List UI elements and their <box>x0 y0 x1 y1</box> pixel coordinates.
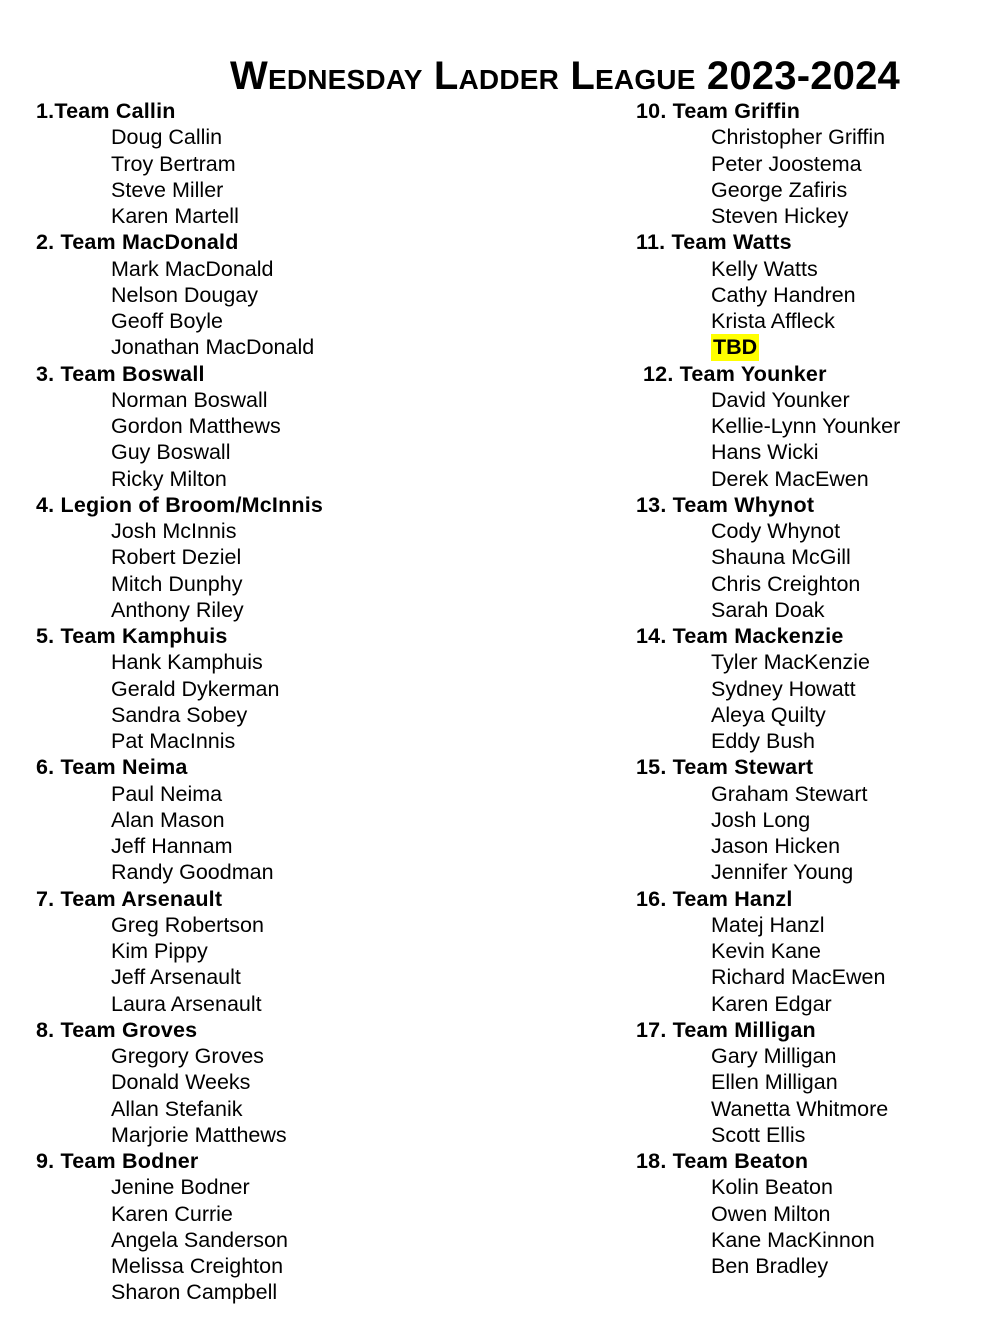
member-name <box>36 676 596 702</box>
member-name <box>636 807 996 833</box>
member-name <box>636 991 996 1017</box>
member-name <box>36 203 596 229</box>
member-name <box>36 1201 596 1227</box>
member-name-text: Josh McInnis <box>111 519 237 543</box>
member-name <box>636 439 996 465</box>
member-name <box>636 912 996 938</box>
team-heading: 7. Team Arsenault <box>36 886 223 911</box>
member-name <box>36 1174 596 1200</box>
member-name-text: Kane MacKinnon <box>711 1227 875 1252</box>
member-name-text: Sharon Campbell <box>111 1280 278 1305</box>
team-heading: 9. Team Bodner <box>36 1149 199 1173</box>
member-name-text: Cathy Handren <box>711 282 856 307</box>
member-name <box>36 282 596 308</box>
member-name-text: Jonathan MacDonald <box>111 335 315 360</box>
member-name <box>36 518 596 544</box>
team-block <box>636 229 996 360</box>
member-name-text: Gregory Groves <box>111 1044 264 1068</box>
member-name-text: Guy Boswall <box>111 440 231 465</box>
member-name <box>36 1069 596 1095</box>
member-name <box>636 518 996 544</box>
member-name-text: Sydney Howatt <box>711 676 856 701</box>
member-name <box>636 781 996 807</box>
team-block <box>36 1017 596 1148</box>
member-name <box>36 833 596 859</box>
member-name <box>36 334 596 360</box>
member-name <box>636 649 996 675</box>
team-heading: 6. Team Neima <box>36 755 188 780</box>
member-name-text: Scott Ellis <box>711 1122 806 1147</box>
member-name <box>36 991 596 1017</box>
member-name <box>36 807 596 833</box>
member-name <box>36 1279 596 1305</box>
team-block <box>636 623 996 754</box>
member-name-text: Ben Bradley <box>711 1254 829 1278</box>
team-block <box>36 623 596 754</box>
member-name <box>36 859 596 885</box>
member-name-text: Nelson Dougay <box>111 282 259 307</box>
member-name-text: Richard MacEwen <box>711 965 886 990</box>
member-name-text: Karen Edgar <box>711 991 832 1016</box>
member-name-text: Jenine Bodner <box>111 1175 250 1200</box>
member-name <box>636 308 996 334</box>
team-block <box>636 1017 996 1148</box>
member-name-text: Troy Bertram <box>111 151 236 176</box>
team-block <box>36 754 596 885</box>
member-name <box>636 203 996 229</box>
member-name <box>636 1069 996 1095</box>
member-name <box>36 439 596 465</box>
member-name <box>36 256 596 282</box>
member-name <box>636 151 996 177</box>
member-name <box>636 387 996 413</box>
member-name <box>36 781 596 807</box>
member-name <box>36 1253 596 1279</box>
member-name-text: Josh Long <box>711 807 811 832</box>
member-name <box>636 859 996 885</box>
team-heading: 11. Team Watts <box>636 230 792 255</box>
member-name <box>636 571 996 597</box>
member-name <box>636 1227 996 1253</box>
member-name-text: Robert Deziel <box>111 545 242 570</box>
member-name <box>36 387 596 413</box>
member-name-text: Shauna McGill <box>711 545 851 570</box>
member-name <box>636 964 996 990</box>
member-name-text: Pat MacInnis <box>111 729 236 753</box>
member-name-text: Donald Weeks <box>111 1070 251 1095</box>
team-heading: 12. Team Younker <box>643 361 827 386</box>
member-name <box>636 124 996 150</box>
member-name <box>636 1174 996 1200</box>
team-heading: 4. Legion of Broom/McInnis <box>36 492 324 517</box>
member-name <box>36 413 596 439</box>
member-name-text: Gerald Dykerman <box>111 676 280 701</box>
member-name <box>36 466 596 492</box>
member-name <box>636 833 996 859</box>
member-name-text: TBD <box>713 335 758 360</box>
member-name <box>36 728 596 754</box>
member-name-text: Laura Arsenault <box>111 991 262 1016</box>
member-name <box>36 964 596 990</box>
team-heading: 1.Team Callin <box>36 99 176 123</box>
member-name-text: Doug Callin <box>111 125 223 150</box>
member-name <box>636 544 996 570</box>
member-name <box>36 1122 596 1148</box>
member-name-text: Greg Robertson <box>111 912 264 937</box>
member-name-text: Gordon Matthews <box>111 414 281 438</box>
member-name-text: Allan Stefanik <box>111 1096 243 1121</box>
member-name <box>36 649 596 675</box>
member-name-text: Sandra Sobey <box>111 702 248 727</box>
member-name <box>36 702 596 728</box>
member-name-text: Tyler MacKenzie <box>711 650 870 675</box>
member-name-text: Karen Currie <box>111 1201 233 1226</box>
member-name <box>636 702 996 728</box>
team-block <box>36 492 596 623</box>
member-name <box>36 597 596 623</box>
team-heading: 2. Team MacDonald <box>36 230 239 255</box>
member-name-text: David Younker <box>711 387 850 412</box>
team-heading: 14. Team Mackenzie <box>636 624 844 648</box>
member-name-text: Angela Sanderson <box>111 1227 288 1252</box>
member-name <box>36 124 596 150</box>
member-name <box>636 1043 996 1069</box>
member-name <box>636 413 996 439</box>
member-name <box>36 308 596 334</box>
member-name <box>636 728 996 754</box>
team-block <box>36 98 596 229</box>
team-block <box>36 361 596 492</box>
member-name-text: Norman Boswall <box>111 387 268 412</box>
team-heading: 3. Team Boswall <box>36 361 205 386</box>
member-name-text: Chris Creighton <box>711 571 861 596</box>
team-heading: 15. Team Stewart <box>636 755 814 780</box>
member-name <box>636 676 996 702</box>
member-name <box>36 571 596 597</box>
member-name-text: Owen Milton <box>711 1201 831 1226</box>
member-name-text: Jennifer Young <box>711 860 854 885</box>
member-name-text: Melissa Creighton <box>111 1254 284 1278</box>
member-name <box>636 597 996 623</box>
team-block <box>36 886 596 1017</box>
member-name-text: Graham Stewart <box>711 781 868 806</box>
member-name-text: Kellie-Lynn Younker <box>711 414 901 438</box>
member-name-text: Ellen Milligan <box>711 1070 838 1095</box>
member-name-text: Geoff Boyle <box>111 309 223 333</box>
team-heading: 8. Team Groves <box>36 1017 198 1042</box>
team-block <box>636 98 996 229</box>
member-name-text: Anthony Riley <box>111 597 244 622</box>
member-name <box>636 1201 996 1227</box>
member-name-text: Krista Affleck <box>711 309 835 333</box>
team-heading: 10. Team Griffin <box>636 99 801 123</box>
team-block <box>36 229 596 360</box>
member-name-text: Kevin Kane <box>711 939 821 963</box>
page-title: Wednesday Ladder League 2023-2024 <box>230 54 900 98</box>
member-name-text: Paul Neima <box>111 781 223 806</box>
right-team-column <box>636 98 996 1279</box>
team-heading: 13. Team Whynot <box>636 492 815 517</box>
member-name-text: Karen Martell <box>111 204 239 228</box>
team-block <box>636 361 996 492</box>
member-name-text: Jeff Hannam <box>111 834 233 858</box>
member-name-text: Kelly Watts <box>711 256 818 281</box>
member-name-text: Aleya Quilty <box>711 702 826 727</box>
member-name-text: Mark MacDonald <box>111 256 274 281</box>
member-name-text: Marjorie Matthews <box>111 1122 287 1147</box>
left-team-column <box>36 98 596 1306</box>
member-name-text: Steve Miller <box>111 177 224 202</box>
member-name-text: George Zafiris <box>711 177 848 202</box>
team-block <box>36 1148 596 1306</box>
member-name <box>636 256 996 282</box>
member-name-text: Ricky Milton <box>111 466 227 491</box>
member-name <box>36 177 596 203</box>
member-name-text: Randy Goodman <box>111 860 274 885</box>
member-name-text: Gary Milligan <box>711 1044 837 1068</box>
member-name-text: Sarah Doak <box>711 597 825 622</box>
member-name-text: Christopher Griffin <box>711 125 886 150</box>
member-name <box>36 1227 596 1253</box>
team-block <box>636 492 996 623</box>
member-name <box>636 1253 996 1279</box>
member-name <box>636 177 996 203</box>
member-name-text: Hans Wicki <box>711 440 819 465</box>
member-name-text: Derek MacEwen <box>711 466 869 491</box>
member-name-text: Jeff Arsenault <box>111 965 241 990</box>
member-name-text: Eddy Bush <box>711 729 815 753</box>
member-name-text: Kim Pippy <box>111 939 208 963</box>
member-name-text: Cody Whynot <box>711 519 841 543</box>
member-name <box>36 1043 596 1069</box>
member-name <box>36 938 596 964</box>
team-block <box>636 754 996 885</box>
member-name <box>36 544 596 570</box>
member-name-text: Jason Hicken <box>711 834 841 858</box>
team-heading: 5. Team Kamphuis <box>36 624 228 648</box>
member-name <box>636 466 996 492</box>
member-name-text: Peter Joostema <box>711 151 862 176</box>
member-name <box>636 938 996 964</box>
team-heading: 17. Team Milligan <box>636 1017 816 1042</box>
member-name <box>636 282 996 308</box>
team-block <box>636 1148 996 1279</box>
member-name-text: Alan Mason <box>111 807 225 832</box>
team-block <box>636 886 996 1017</box>
member-name-text: Wanetta Whitmore <box>711 1096 889 1121</box>
member-name-text: Matej Hanzl <box>711 912 825 937</box>
member-name-text: Hank Kamphuis <box>111 650 263 675</box>
member-name <box>636 1096 996 1122</box>
member-name <box>36 151 596 177</box>
team-heading: 16. Team Hanzl <box>636 886 793 911</box>
member-name <box>36 1096 596 1122</box>
member-name-text: Steven Hickey <box>711 204 849 228</box>
member-name <box>636 1122 996 1148</box>
member-name-text: Kolin Beaton <box>711 1175 833 1200</box>
team-heading: 18. Team Beaton <box>636 1149 809 1173</box>
member-name-highlighted <box>636 334 996 360</box>
member-name-text: Mitch Dunphy <box>111 571 243 596</box>
member-name <box>36 912 596 938</box>
